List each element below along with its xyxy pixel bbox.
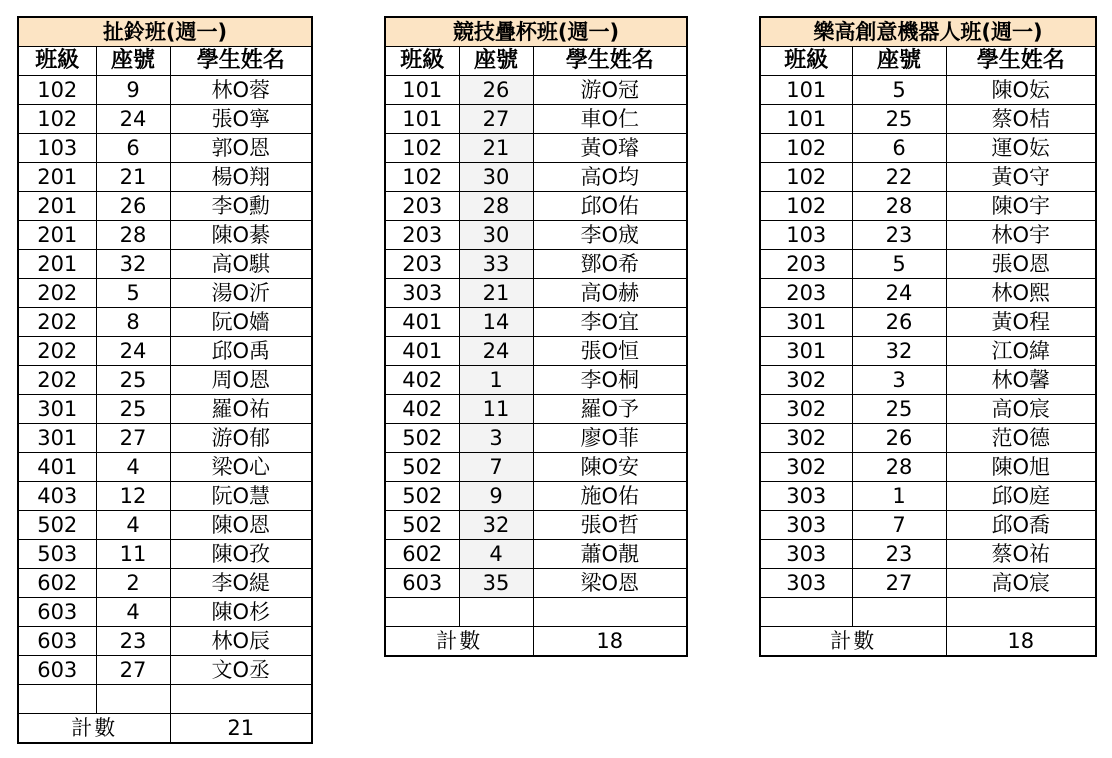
table-row: [18, 627, 312, 656]
cell-class: 202: [18, 337, 96, 366]
cell-seat: 28: [459, 192, 533, 221]
cell-seat: 32: [96, 250, 170, 279]
cell-student-name: 張O寧: [170, 105, 312, 134]
table-row: [18, 192, 312, 221]
cell-class: 302: [760, 366, 852, 395]
table-row: [760, 192, 1096, 221]
cell-class: 102: [18, 105, 96, 134]
table-row: [760, 540, 1096, 569]
cell-seat: 25: [96, 395, 170, 424]
roster-table-lego-robotics: [759, 16, 1097, 657]
column-header-seat: 座號: [852, 47, 946, 76]
cell-class: 602: [18, 569, 96, 598]
cell-seat: 14: [459, 308, 533, 337]
cell-seat: 26: [96, 192, 170, 221]
cell-seat: 21: [459, 134, 533, 163]
cell-student-name: 陳O杉: [170, 598, 312, 627]
table-row: [760, 424, 1096, 453]
cell-seat: 1: [852, 482, 946, 511]
table-row: [760, 163, 1096, 192]
table-row: [18, 221, 312, 250]
table-row: [385, 569, 687, 598]
cell-seat: 26: [852, 424, 946, 453]
blank-cell: [946, 598, 1096, 627]
cell-student-name: 文O丞: [170, 656, 312, 685]
cell-student-name: 羅O予: [533, 395, 687, 424]
cell-student-name: 張O哲: [533, 511, 687, 540]
cell-seat: 27: [852, 569, 946, 598]
cell-seat: 23: [852, 221, 946, 250]
roster-table-diabolo: [17, 16, 313, 744]
table-title: 扯鈴班(週一): [18, 17, 312, 47]
table-row: [760, 337, 1096, 366]
cell-seat: 26: [852, 308, 946, 337]
table-row: [385, 453, 687, 482]
cell-seat: 28: [852, 453, 946, 482]
table-row: [18, 105, 312, 134]
cell-seat: 4: [96, 511, 170, 540]
cell-seat: 1: [459, 366, 533, 395]
cell-student-name: 林O馨: [946, 366, 1096, 395]
table-row: [385, 163, 687, 192]
cell-seat: 30: [459, 163, 533, 192]
cell-class: 603: [18, 598, 96, 627]
cell-class: 502: [385, 511, 459, 540]
cell-student-name: 蕭O靚: [533, 540, 687, 569]
table-row: [18, 511, 312, 540]
cell-student-name: 陳O綦: [170, 221, 312, 250]
cell-class: 102: [385, 163, 459, 192]
cell-class: 101: [385, 76, 459, 105]
table-row: [18, 279, 312, 308]
cell-student-name: 湯O沂: [170, 279, 312, 308]
cell-seat: 25: [852, 105, 946, 134]
cell-class: 203: [760, 250, 852, 279]
blank-cell: [533, 598, 687, 627]
cell-class: 302: [760, 424, 852, 453]
table-row: [760, 511, 1096, 540]
cell-class: 102: [760, 163, 852, 192]
cell-student-name: 游O郁: [170, 424, 312, 453]
cell-seat: 24: [852, 279, 946, 308]
cell-seat: 35: [459, 569, 533, 598]
table-row: [760, 76, 1096, 105]
cell-class: 502: [385, 482, 459, 511]
cell-seat: 4: [96, 453, 170, 482]
cell-student-name: 施O佑: [533, 482, 687, 511]
total-count: 18: [946, 627, 1096, 657]
cell-class: 201: [18, 192, 96, 221]
cell-class: 102: [760, 134, 852, 163]
cell-seat: 11: [96, 540, 170, 569]
cell-student-name: 邱O禹: [170, 337, 312, 366]
column-header-row: [18, 47, 312, 76]
table-title-row: [18, 17, 312, 47]
table-row: [385, 540, 687, 569]
table-title: 競技疊杯班(週一): [385, 17, 687, 47]
cell-seat: 27: [459, 105, 533, 134]
table-row: [18, 250, 312, 279]
table-row: [385, 105, 687, 134]
cell-student-name: 黃O程: [946, 308, 1096, 337]
cell-class: 202: [18, 279, 96, 308]
table-row: [760, 279, 1096, 308]
cell-student-name: 林O辰: [170, 627, 312, 656]
table-row: [760, 482, 1096, 511]
blank-cell: [760, 598, 852, 627]
column-header-name: 學生姓名: [170, 47, 312, 76]
table-row: [385, 134, 687, 163]
cell-class: 502: [385, 424, 459, 453]
cell-student-name: 楊O翔: [170, 163, 312, 192]
cell-seat: 11: [459, 395, 533, 424]
cell-student-name: 邱O佑: [533, 192, 687, 221]
cell-seat: 23: [852, 540, 946, 569]
table-row: [760, 453, 1096, 482]
cell-student-name: 運O妘: [946, 134, 1096, 163]
table-row: [385, 250, 687, 279]
table-row: [385, 337, 687, 366]
cell-student-name: 梁O心: [170, 453, 312, 482]
table-title-row: [760, 17, 1096, 47]
cell-student-name: 邱O喬: [946, 511, 1096, 540]
table-title-row: [385, 17, 687, 47]
cell-class: 301: [18, 424, 96, 453]
blank-cell: [18, 685, 96, 714]
cell-student-name: 林O蓉: [170, 76, 312, 105]
cell-class: 101: [760, 76, 852, 105]
table-row: [760, 221, 1096, 250]
cell-class: 201: [18, 250, 96, 279]
cell-class: 102: [18, 76, 96, 105]
table-row: [760, 569, 1096, 598]
table-row: [18, 569, 312, 598]
total-count: 18: [533, 627, 687, 657]
cell-seat: 7: [459, 453, 533, 482]
cell-seat: 32: [459, 511, 533, 540]
cell-class: 401: [385, 337, 459, 366]
column-header-class: 班級: [18, 47, 96, 76]
cell-student-name: 張O恒: [533, 337, 687, 366]
table-row: [18, 76, 312, 105]
cell-class: 203: [760, 279, 852, 308]
cell-student-name: 李O桐: [533, 366, 687, 395]
table-row: [18, 395, 312, 424]
cell-seat: 5: [852, 76, 946, 105]
cell-student-name: 陳O恩: [170, 511, 312, 540]
cell-class: 301: [760, 337, 852, 366]
cell-student-name: 阮O嬙: [170, 308, 312, 337]
cell-seat: 25: [852, 395, 946, 424]
table-row: [760, 395, 1096, 424]
cell-class: 101: [760, 105, 852, 134]
cell-student-name: 黃O守: [946, 163, 1096, 192]
table-row: [18, 598, 312, 627]
cell-student-name: 陳O宇: [946, 192, 1096, 221]
blank-row: [385, 598, 687, 627]
cell-seat: 28: [852, 192, 946, 221]
table-row: [385, 482, 687, 511]
cell-class: 502: [385, 453, 459, 482]
cell-class: 302: [760, 453, 852, 482]
cell-student-name: 江O緯: [946, 337, 1096, 366]
cell-student-name: 高O赫: [533, 279, 687, 308]
column-header-row: [760, 47, 1096, 76]
cell-student-name: 高O騏: [170, 250, 312, 279]
cell-class: 602: [385, 540, 459, 569]
column-header-class: 班級: [760, 47, 852, 76]
cell-class: 201: [18, 163, 96, 192]
cell-class: 202: [18, 366, 96, 395]
table-row: [18, 366, 312, 395]
cell-class: 303: [760, 569, 852, 598]
cell-seat: 6: [852, 134, 946, 163]
table-row: [18, 540, 312, 569]
table-row: [18, 134, 312, 163]
blank-cell: [170, 685, 312, 714]
cell-seat: 4: [459, 540, 533, 569]
table-row: [760, 250, 1096, 279]
table-row: [18, 453, 312, 482]
cell-seat: 33: [459, 250, 533, 279]
cell-student-name: 李O緹: [170, 569, 312, 598]
cell-seat: 5: [96, 279, 170, 308]
cell-student-name: 高O宸: [946, 395, 1096, 424]
cell-class: 503: [18, 540, 96, 569]
table-row: [760, 134, 1096, 163]
table-row: [18, 424, 312, 453]
cell-student-name: 游O冠: [533, 76, 687, 105]
table-row: [760, 105, 1096, 134]
table-row: [760, 308, 1096, 337]
table-row: [385, 424, 687, 453]
blank-row: [760, 598, 1096, 627]
cell-class: 402: [385, 395, 459, 424]
cell-seat: 27: [96, 424, 170, 453]
cell-seat: 24: [96, 105, 170, 134]
cell-student-name: 郭O恩: [170, 134, 312, 163]
cell-student-name: 林O宇: [946, 221, 1096, 250]
table-row: [385, 279, 687, 308]
cell-class: 203: [385, 192, 459, 221]
column-header-name: 學生姓名: [533, 47, 687, 76]
cell-seat: 25: [96, 366, 170, 395]
total-row: [760, 627, 1096, 657]
table-row: [385, 366, 687, 395]
column-header-seat: 座號: [459, 47, 533, 76]
cell-student-name: 黃O璿: [533, 134, 687, 163]
cell-class: 203: [385, 250, 459, 279]
cell-class: 402: [385, 366, 459, 395]
cell-student-name: 陳O安: [533, 453, 687, 482]
cell-student-name: 邱O庭: [946, 482, 1096, 511]
total-count: 21: [170, 714, 312, 744]
cell-seat: 32: [852, 337, 946, 366]
cell-student-name: 蔡O桔: [946, 105, 1096, 134]
cell-class: 103: [18, 134, 96, 163]
cell-class: 101: [385, 105, 459, 134]
cell-student-name: 高O宸: [946, 569, 1096, 598]
cell-student-name: 陳O孜: [170, 540, 312, 569]
cell-seat: 12: [96, 482, 170, 511]
cell-class: 403: [18, 482, 96, 511]
cell-class: 201: [18, 221, 96, 250]
blank-row: [18, 685, 312, 714]
table-row: [760, 366, 1096, 395]
cell-student-name: 車O仁: [533, 105, 687, 134]
table-row: [18, 656, 312, 685]
cell-student-name: 蔡O祐: [946, 540, 1096, 569]
column-header-class: 班級: [385, 47, 459, 76]
cell-seat: 24: [459, 337, 533, 366]
cell-class: 102: [760, 192, 852, 221]
cell-seat: 3: [459, 424, 533, 453]
cell-student-name: 張O恩: [946, 250, 1096, 279]
cell-class: 401: [18, 453, 96, 482]
cell-seat: 28: [96, 221, 170, 250]
table-title: 樂高創意機器人班(週一): [760, 17, 1096, 47]
cell-class: 603: [385, 569, 459, 598]
cell-student-name: 李O宜: [533, 308, 687, 337]
cell-seat: 27: [96, 656, 170, 685]
cell-student-name: 阮O慧: [170, 482, 312, 511]
cell-seat: 8: [96, 308, 170, 337]
blank-cell: [852, 598, 946, 627]
cell-seat: 4: [96, 598, 170, 627]
blank-cell: [96, 685, 170, 714]
cell-class: 301: [760, 308, 852, 337]
blank-cell: [385, 598, 459, 627]
cell-seat: 9: [459, 482, 533, 511]
table-row: [18, 163, 312, 192]
cell-class: 102: [385, 134, 459, 163]
cell-student-name: 高O均: [533, 163, 687, 192]
cell-seat: 2: [96, 569, 170, 598]
cell-class: 303: [760, 540, 852, 569]
cell-seat: 24: [96, 337, 170, 366]
cell-seat: 6: [96, 134, 170, 163]
table-row: [385, 192, 687, 221]
cell-student-name: 李O宬: [533, 221, 687, 250]
cell-student-name: 周O恩: [170, 366, 312, 395]
cell-class: 502: [18, 511, 96, 540]
cell-seat: 22: [852, 163, 946, 192]
cell-class: 603: [18, 627, 96, 656]
table-row: [385, 76, 687, 105]
cell-seat: 9: [96, 76, 170, 105]
cell-student-name: 廖O菲: [533, 424, 687, 453]
blank-cell: [459, 598, 533, 627]
cell-seat: 26: [459, 76, 533, 105]
column-header-name: 學生姓名: [946, 47, 1096, 76]
total-row: [385, 627, 687, 657]
cell-class: 401: [385, 308, 459, 337]
total-label: 計數: [18, 714, 170, 744]
table-row: [385, 395, 687, 424]
cell-class: 301: [18, 395, 96, 424]
cell-student-name: 鄧O希: [533, 250, 687, 279]
cell-seat: 21: [459, 279, 533, 308]
total-label: 計數: [385, 627, 533, 657]
cell-seat: 30: [459, 221, 533, 250]
cell-student-name: 羅O祐: [170, 395, 312, 424]
table-row: [385, 511, 687, 540]
cell-class: 302: [760, 395, 852, 424]
cell-seat: 7: [852, 511, 946, 540]
cell-class: 202: [18, 308, 96, 337]
roster-table-cup-stacking: [384, 16, 688, 657]
cell-seat: 23: [96, 627, 170, 656]
cell-student-name: 李O勳: [170, 192, 312, 221]
cell-class: 303: [760, 482, 852, 511]
cell-class: 103: [760, 221, 852, 250]
column-header-seat: 座號: [96, 47, 170, 76]
total-label: 計數: [760, 627, 946, 657]
cell-seat: 5: [852, 250, 946, 279]
cell-class: 203: [385, 221, 459, 250]
table-row: [385, 221, 687, 250]
cell-student-name: 梁O恩: [533, 569, 687, 598]
table-row: [385, 308, 687, 337]
column-header-row: [385, 47, 687, 76]
cell-seat: 21: [96, 163, 170, 192]
table-row: [18, 337, 312, 366]
table-row: [18, 308, 312, 337]
cell-student-name: 陳O妘: [946, 76, 1096, 105]
cell-class: 303: [385, 279, 459, 308]
cell-student-name: 林O熙: [946, 279, 1096, 308]
cell-student-name: 陳O旭: [946, 453, 1096, 482]
cell-class: 603: [18, 656, 96, 685]
cell-seat: 3: [852, 366, 946, 395]
table-row: [18, 482, 312, 511]
cell-student-name: 范O德: [946, 424, 1096, 453]
total-row: [18, 714, 312, 744]
cell-class: 303: [760, 511, 852, 540]
